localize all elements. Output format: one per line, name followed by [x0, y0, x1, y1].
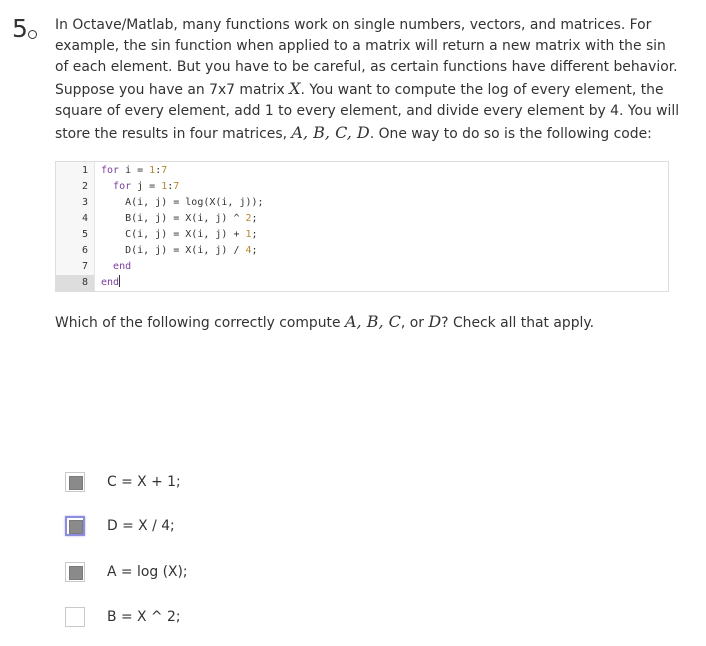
code-line: A(i, j) = log(X(i, j)); [101, 197, 264, 208]
code-line: end [113, 261, 132, 272]
option-label: A = log (X); [107, 564, 188, 580]
follow-up-question: Which of the following correctly compute A, B, C, or D? Check all that apply. [55, 312, 595, 331]
option-label: D = X / 4; [107, 518, 175, 534]
math-abcd: A, B, C, D [291, 123, 370, 142]
line-number: 2 [81, 181, 88, 192]
line-number: 5 [81, 229, 88, 240]
option-a[interactable] [65, 562, 365, 586]
code-line: D(i, j) = X(i, j) / 4; [101, 245, 258, 256]
option-label: C = X + 1; [107, 474, 181, 490]
line-number: 4 [81, 213, 88, 224]
active-line-number: 8 [56, 275, 94, 291]
checkbox-checked-focused[interactable] [65, 516, 85, 536]
math-x: X [289, 79, 301, 98]
code-line: C(i, j) = X(i, j) + 1; [101, 229, 258, 240]
line-number: 6 [81, 245, 88, 256]
text-cursor [119, 275, 120, 287]
option-label: B = X ^ 2; [107, 609, 181, 625]
code-line: for i = 1:7 [101, 165, 168, 176]
question-number: 5 [12, 14, 37, 43]
option-d[interactable] [65, 516, 365, 540]
code-line: for j = 1:7 [113, 181, 180, 192]
code-editor[interactable] [55, 161, 669, 292]
checkbox-checked[interactable] [65, 472, 85, 492]
line-number: 1 [81, 165, 88, 176]
line-number: 3 [81, 197, 88, 208]
line-number-gutter [56, 162, 95, 291]
checkbox-unchecked[interactable] [65, 607, 85, 627]
option-b[interactable] [65, 607, 365, 631]
code-line: B(i, j) = X(i, j) ^ 2; [101, 213, 258, 224]
code-line: end [101, 277, 120, 288]
option-c[interactable] [65, 472, 365, 496]
line-number: 7 [81, 261, 88, 272]
checkbox-checked[interactable] [65, 562, 85, 582]
question-prompt: In Octave/Matlab, many functions work on single numbers, vectors, and matrices. For example, the sin function when applied to a matrix will return a new matrix with the sin of each element. But you have to be careful, as certain functions have different behavior. Suppose you have an 7x7 matrix X. You want to compute the log of every element, the square of every element, add 1 to every element, and divide every element by 4. You will store the results in four matrices, A, B, C, D. One way to do so is the following code: [55, 17, 680, 142]
